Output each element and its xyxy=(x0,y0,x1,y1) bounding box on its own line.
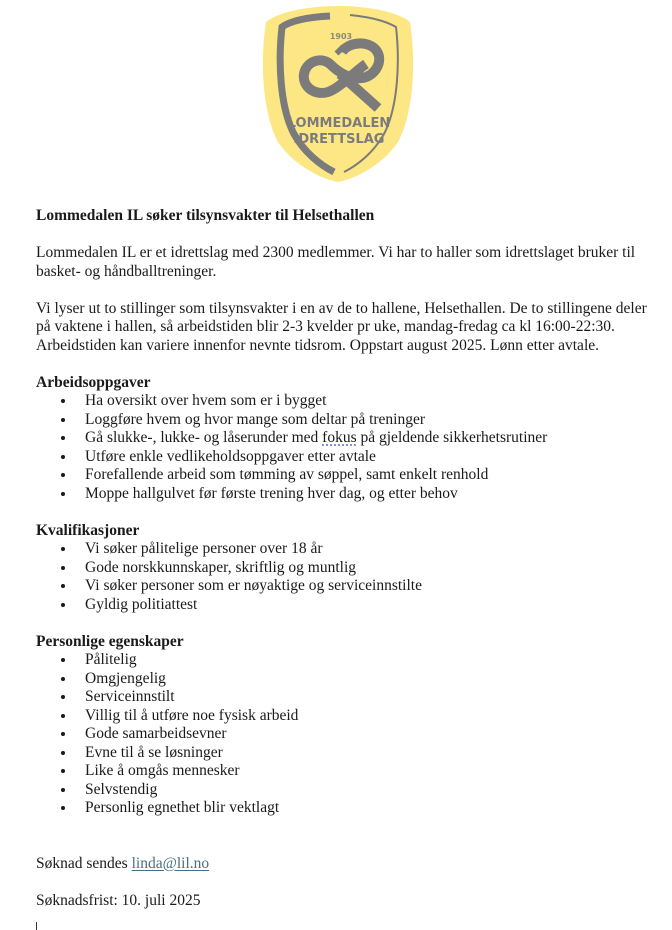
list-item xyxy=(36,559,656,578)
section-arbeidsoppgaver xyxy=(36,374,656,504)
list-item-text: Gode norskkunnskaper, skriftlig og muntlig xyxy=(85,558,357,576)
list-item xyxy=(36,577,656,596)
club-logo xyxy=(258,2,418,184)
club-shield-emblem xyxy=(258,2,418,184)
logo-name-line2: IDRETTSLAG xyxy=(293,132,385,147)
list-item-text: Gyldig politiattest xyxy=(85,595,198,613)
bullet-icon xyxy=(61,788,65,792)
list-item-text: Ha oversikt over hvem som er i bygget xyxy=(85,392,327,409)
bullet-icon xyxy=(61,603,65,607)
logo-name-line1: LOMMEDALEN xyxy=(287,116,391,131)
bullet-icon xyxy=(61,658,65,662)
list-item xyxy=(36,485,656,504)
list-item-text: Vi søker pålitelige personer over 18 år xyxy=(85,540,323,557)
intro-paragraph: Lommedalen IL er et idrettslag med 2300 medlemmer. Vi har to haller som idrettslaget bruker til basket- og håndballtreninger. xyxy=(36,244,636,280)
application-line xyxy=(36,855,656,874)
traits-list xyxy=(36,651,656,818)
bullet-icon xyxy=(61,473,65,477)
bullet-icon xyxy=(61,732,65,736)
list-item xyxy=(36,411,656,430)
list-item-text: Gå slukke-, lukke- og låserunder med fokus på gjeldende sikkerhetsrutiner xyxy=(85,429,548,446)
bullet-icon xyxy=(61,436,65,440)
list-item-text: Loggføre hvem og hvor mange som deltar på treninger xyxy=(85,410,426,428)
bullet-icon xyxy=(61,547,65,551)
bullet-icon xyxy=(61,492,65,496)
bullet-icon xyxy=(61,769,65,773)
list-item xyxy=(36,707,656,726)
section-heading: Personlige egenskaper xyxy=(36,632,184,650)
job-posting xyxy=(36,207,656,910)
spellcheck-word: fokus xyxy=(322,429,357,446)
qualification-list xyxy=(36,540,656,614)
list-item xyxy=(36,540,656,559)
bullet-icon xyxy=(61,714,65,718)
section-heading: Kvalifikasjoner xyxy=(36,521,140,539)
bullet-icon xyxy=(61,566,65,570)
list-item-text: Like å omgås mennesker xyxy=(85,762,240,779)
section-kvalifikasjoner xyxy=(36,522,656,615)
list-item xyxy=(36,781,656,800)
bullet-icon xyxy=(61,677,65,681)
bullet-icon xyxy=(61,751,65,755)
list-item xyxy=(36,429,656,448)
description-paragraph: Vi lyser ut to stillinger som tilsynsvakter i en av de to hallene, Helsethallen. De to stillingene deler på vaktene i hallen, så arbeidstiden blir 2-3 kvelder pr uke, mandag-fredag ca kl 16:00-22:30. Arbeidstiden kan variere innenfor nevnte tidsrom. Oppstart august 2025. Lønn etter avtale. xyxy=(36,299,647,354)
bullet-icon xyxy=(61,695,65,699)
list-item-text: Gode samarbeidsevner xyxy=(85,725,227,742)
list-item xyxy=(36,799,656,818)
list-item xyxy=(36,744,656,763)
bullet-icon xyxy=(61,399,65,403)
text-cursor xyxy=(36,922,37,930)
list-item xyxy=(36,392,656,411)
section-heading: Arbeidsoppgaver xyxy=(36,373,151,391)
list-item-text: Villig til å utføre noe fysisk arbeid xyxy=(85,706,299,724)
bullet-icon xyxy=(61,584,65,588)
list-item xyxy=(36,448,656,467)
list-item xyxy=(36,596,656,615)
email-link[interactable]: linda@lil.no xyxy=(131,854,210,872)
list-item-text: Utføre enkle vedlikeholdsoppgaver etter avtale xyxy=(85,447,376,465)
list-item-text: Pålitelig xyxy=(85,651,137,668)
posting-title: Lommedalen IL søker tilsynsvakter til Helsethallen xyxy=(36,207,375,224)
list-item xyxy=(36,725,656,744)
list-item-text: Omgjengelig xyxy=(85,669,166,687)
bullet-icon xyxy=(61,806,65,810)
list-item-text: Selvstendig xyxy=(85,780,158,798)
logo-year: 1903 xyxy=(329,32,353,41)
deadline-text: Søknadsfrist: 10. juli 2025 xyxy=(36,891,201,909)
list-item xyxy=(36,670,656,689)
list-item xyxy=(36,688,656,707)
task-list xyxy=(36,392,656,503)
list-item-text: Forefallende arbeid som tømming av søppel, samt enkelt renhold xyxy=(85,466,489,483)
list-item xyxy=(36,762,656,781)
list-item xyxy=(36,466,656,485)
list-item xyxy=(36,651,656,670)
list-item-text: Serviceinnstilt xyxy=(85,688,175,705)
list-item-text: Moppe hallgulvet før første trening hver dag, og etter behov xyxy=(85,484,458,502)
list-item-text: Vi søker personer som er nøyaktige og serviceinnstilte xyxy=(85,577,422,594)
bullet-icon xyxy=(61,455,65,459)
bullet-icon xyxy=(61,418,65,422)
list-item-text: Evne til å se løsninger xyxy=(85,743,223,761)
section-personlige-egenskaper xyxy=(36,633,656,818)
application-prefix: Søknad sendes xyxy=(36,854,132,872)
list-item-text: Personlig egnethet blir vektlagt xyxy=(85,799,280,816)
